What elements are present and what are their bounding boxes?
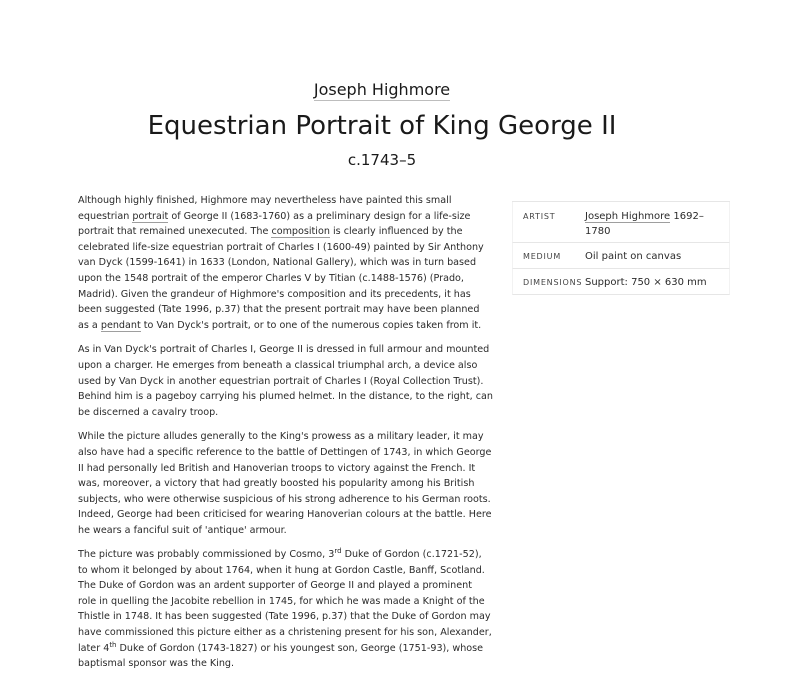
artist-header [0, 79, 764, 101]
text-span: is clearly influenced by the celebrated life-size equestrian portrait of Charles I (1600-49) painted by Sir Anthony van Dyck (1599-1641) in 1633 (London, National Gallery), which was in turn based upon the 1548 portrait of the emperor Charles V by Titian (c.1488-1576) (Prado, Madrid). Given the grandeur of Highmore's composition and its precedents, it has been suggested (Tate 1996, p.37) that the present portrait may have been planned as a [78, 226, 484, 331]
metadata-table [512, 201, 730, 295]
text-span: to Van Dyck's portrait, or to one of the numerous copies taken from it. [140, 319, 482, 331]
artist-link[interactable]: Joseph Highmore [313, 80, 451, 99]
description-text [78, 193, 493, 681]
text-span: The picture was probably commissioned by Cosmo, 3 [78, 548, 335, 560]
metadata-row-medium [512, 243, 730, 269]
metadata-row-dimensions [512, 269, 730, 295]
page-title: Equestrian Portrait of King George II [147, 111, 617, 141]
artwork-date: c.1743–5 [347, 151, 417, 169]
metadata-artist-link[interactable]: Joseph Highmore [585, 211, 671, 222]
glossary-link-portrait[interactable]: portrait [132, 210, 169, 222]
paragraph-4 [78, 547, 493, 672]
paragraph-3: While the picture alludes generally to the King's prowess as a military leader, it may also have had a specific reference to the battle of Dettingen of 1743, in which George II had personally led British and Hanoverian troops to victory against the French. It was, moreover, a victory that had greatly boosted his popularity among his British subjects, who were otherwise suspicious of his strong adherence to his German roots. Indeed, George had been criticised for wearing Hanoverian colours at the battle. Here he wears a fanciful suit of 'antique' armour. [78, 431, 492, 536]
paragraph-2: As in Van Dyck's portrait of Charles I, George II is dressed in full armour and mounted upon a charger. He emerges from beneath a classical triumphal arch, a device also used by Van Dyck in another equestrian portrait of Charles I (Royal Collection Trust). Behind him is a pageboy carrying his plumed helmet. In the distance, to the right, can be discerned a cavalry troop. [78, 344, 493, 418]
text-span: Although highly finished, Highmore may nevertheless have painted this small equestrian [78, 195, 452, 222]
superscript: th [109, 640, 117, 649]
artist-dates: 1692–1780 [585, 211, 704, 237]
metadata-label: DIMENSIONS [523, 278, 583, 287]
text-span: of George II (1683-1760) as a preliminary design for a life-size portrait that remained unexecuted. The [78, 210, 471, 238]
metadata-value: Support: 750 × 630 mm [585, 277, 707, 288]
metadata-value [585, 202, 715, 242]
text-span: Duke of Gordon (c.1721-52), to whom it belonged by about 1764, when it hung at Gordon Castle, Banff, Scotland. The Duke of Gordon was an ardent supporter of George II and played a prominent role in quelling the Jacobite rebellion in 1745, for which he was made a Knight of the Thistle in 1748. It has been suggested (Tate 1996, p.37) that the Duke of Gordon may have commissioned this picture either as a christening present for his son, Alexander, later 4 [78, 548, 492, 654]
metadata-value: Oil paint on canvas [585, 251, 682, 262]
metadata-label: MEDIUM [523, 252, 562, 261]
glossary-link-pendant[interactable]: pendant [100, 319, 141, 331]
paragraph-1 [78, 193, 493, 333]
text-span: Duke of Gordon (1743-1827) or his youngest son, George (1751-93), whose baptismal sponsor was the King. [78, 642, 484, 670]
superscript: rd [334, 546, 342, 555]
glossary-link-composition[interactable]: composition [271, 226, 330, 238]
metadata-label: ARTIST [523, 212, 556, 221]
metadata-row-artist [512, 202, 730, 243]
